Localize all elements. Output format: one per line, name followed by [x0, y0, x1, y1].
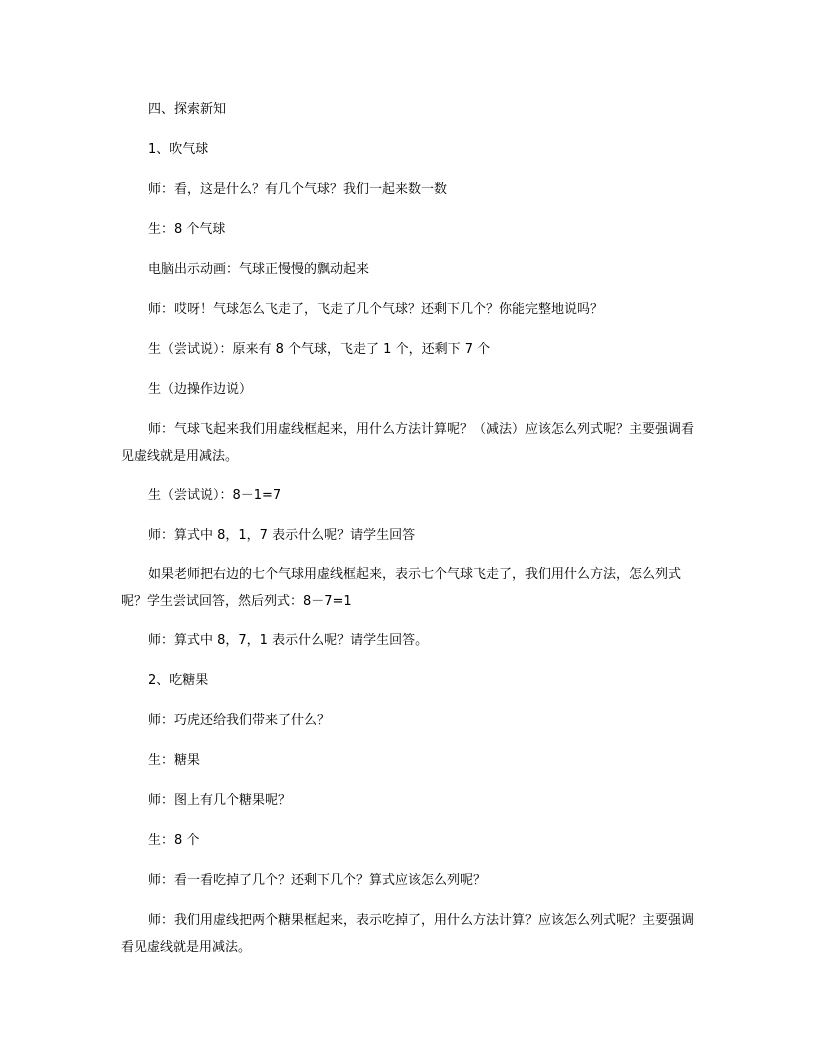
paragraph: 师：算式中 8，1，7 表示什么呢？请学生回答 [148, 528, 416, 543]
subsection-heading: 1、吹气球 [148, 142, 209, 157]
paragraph: 生：8 个 [148, 833, 200, 848]
paragraph: 生：糖果 [148, 753, 201, 768]
paragraph: 师：气球飞起来我们用虚线框起来，用什么方法计算呢？（减法）应该怎么列式呢？主要强调看见虚线就是用减法。 [121, 422, 695, 464]
paragraph: 师：看，这是什么？有几个气球？我们一起来数一数 [148, 182, 448, 197]
paragraph: 师：哎呀！气球怎么飞走了，飞走了几个气球？还剩下几个？你能完整地说吗？ [148, 302, 604, 317]
paragraph: 师：算式中 8，7，1 表示什么呢？请学生回答。 [148, 633, 429, 648]
paragraph: 生（尝试说）：原来有 8 个气球，飞走了 1 个，还剩下 7 个 [148, 342, 491, 357]
paragraph: 师：巧虎还给我们带来了什么？ [148, 713, 331, 728]
paragraph: 电脑出示动画：气球正慢慢的飘动起来 [148, 262, 370, 277]
section-heading: 四、探索新知 [148, 102, 227, 117]
subsection-heading: 2、吃糖果 [148, 673, 209, 688]
paragraph: 师：看一看吃掉了几个？还剩下几个？算式应该怎么列呢？ [148, 873, 487, 888]
paragraph: 生（尝试说）：8－1=7 [148, 488, 282, 503]
paragraph: 生（边操作边说） [148, 382, 253, 397]
paragraph: 生：8 个气球 [148, 222, 226, 237]
paragraph: 师：图上有几个糖果呢？ [148, 793, 292, 808]
paragraph: 如果老师把右边的七个气球用虚线框起来，表示七个气球飞走了，我们用什么方法，怎么列式呢？学生尝试回答，然后列式：8－7=1 [121, 567, 682, 609]
paragraph: 师：我们用虚线把两个糖果框起来，表示吃掉了，用什么方法计算？应该怎么列式呢？主要强调看见虚线就是用减法。 [121, 913, 695, 955]
